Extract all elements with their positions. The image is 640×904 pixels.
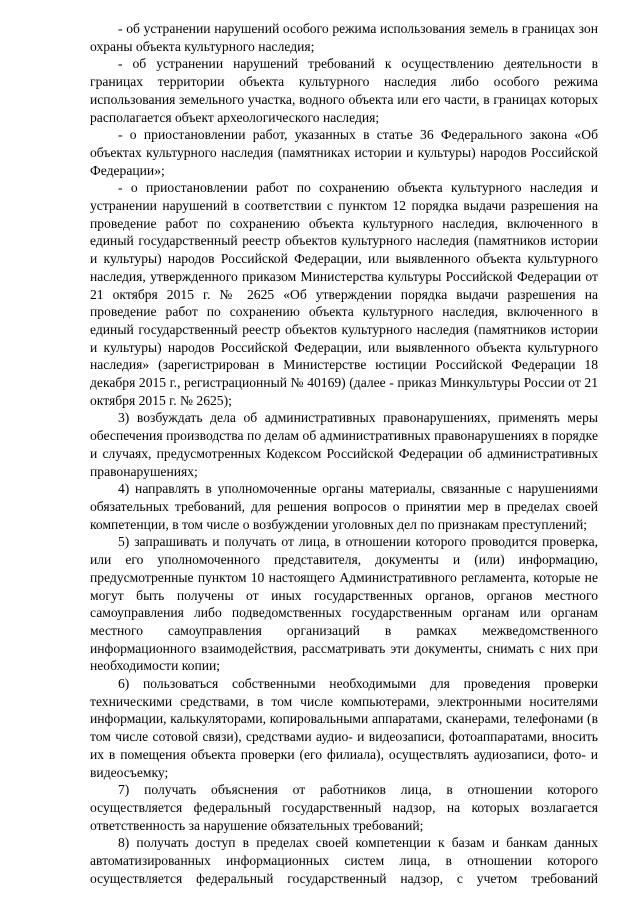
paragraph-item-3: 3) возбуждать дела об административных правонарушениях, применять меры обеспечения производства по делам об административных правонарушениях в порядке и случаях, предусмотренных Кодексом Российской Федерации об административных правонарушениях;: [90, 410, 598, 479]
paragraph-item-8: 8) получать доступ в пределах своей компетенции к базам и банкам данных автоматизированных информационных систем лица, в отношении которого осуществляется федеральный государственный надзор, с учетом требований: [90, 835, 598, 886]
paragraph-territory-violations: - об устранении нарушений требований к осуществлению деятельности в границах территории объекта культурного наследия либо особого режима использования земельного участка, водного объекта или его части, в границах которых располагается объект археологического наследия;: [90, 56, 598, 125]
paragraph-item-5: 5) запрашивать и получать от лица, в отношении которого проводится проверка, или его уполномоченного представителя, документы и (или) информацию, предусмотренные пунктом 10 настоящего Административного регламента, которые не могут быть получены от иных государственных органов, органов местного самоуправления либо подведомственных государственным органам или органам местного самоуправления организаций в рамках межведомственного информационного взаимодействия, рассматривать эти документы, снимать с них при необходимости копии;: [90, 534, 598, 674]
paragraph-item-7: 7) получать объяснения от работников лица, в отношении которого осуществляется федеральный государственный надзор, на которых возлагается ответственность за нарушение обязательных требований;: [90, 782, 598, 833]
paragraph-item-4: 4) направлять в уполномоченные органы материалы, связанные с нарушениями обязательных требований, для решения вопросов о принятии мер в пределах своей компетенции, в том числе о возбуждении уголовных дел по признакам преступлений;: [90, 481, 598, 532]
paragraph-item-6: 6) пользоваться собственными необходимыми для проведения проверки техническими средствами, в том числе компьютерами, электронными носителями информации, калькуляторами, копировальными аппаратами, сканерами, телефонами (в том числе сотовой связи), средствами аудио- и видеозаписи, фотоаппаратами, вносить их в помещения объекта проверки (его филиала), осуществлять аудиозаписи, фото- и видеосъемку;: [90, 676, 598, 780]
paragraph-zone-violations: - об устранении нарушений особого режима использования земель в границах зон охраны объекта культурного наследия;: [90, 21, 598, 54]
paragraph-preservation-works-suspension: - о приостановлении работ по сохранению объекта культурного наследия и устранении нарушений в соответствии с пунктом 12 порядка выдачи разрешения на проведение работ по сохранению объекта культурного наследия, включенного в единый государственный реестр объектов культурного наследия (памятников истории и культуры) народов Российской Федерации, или выявленного объекта культурного наследия, утвержденного приказом Министерства культуры Российской Федерации от 21 октября 2015 г. № 2625 «Об утверждении порядка выдачи разрешения на проведение работ по сохранению объекта культурного наследия, включенного в единый государственный реестр объектов культурного наследия (памятников истории и культуры) народов Российской Федерации, или выявленного объекта культурного наследия» (зарегистрирован в Министерстве юстиции Российской Федерации 18 декабря 2015 г., регистрационный № 40169) (далее - приказ Минкультуры России от 21 октября 2015 г. № 2625);: [90, 180, 598, 408]
paragraph-article-36-suspension: - о приостановлении работ, указанных в статье 36 Федерального закона «Об объектах культурного наследия (памятниках истории и культуры) народов Российской Федерации»;: [90, 127, 598, 178]
document-body: [90, 20, 598, 887]
